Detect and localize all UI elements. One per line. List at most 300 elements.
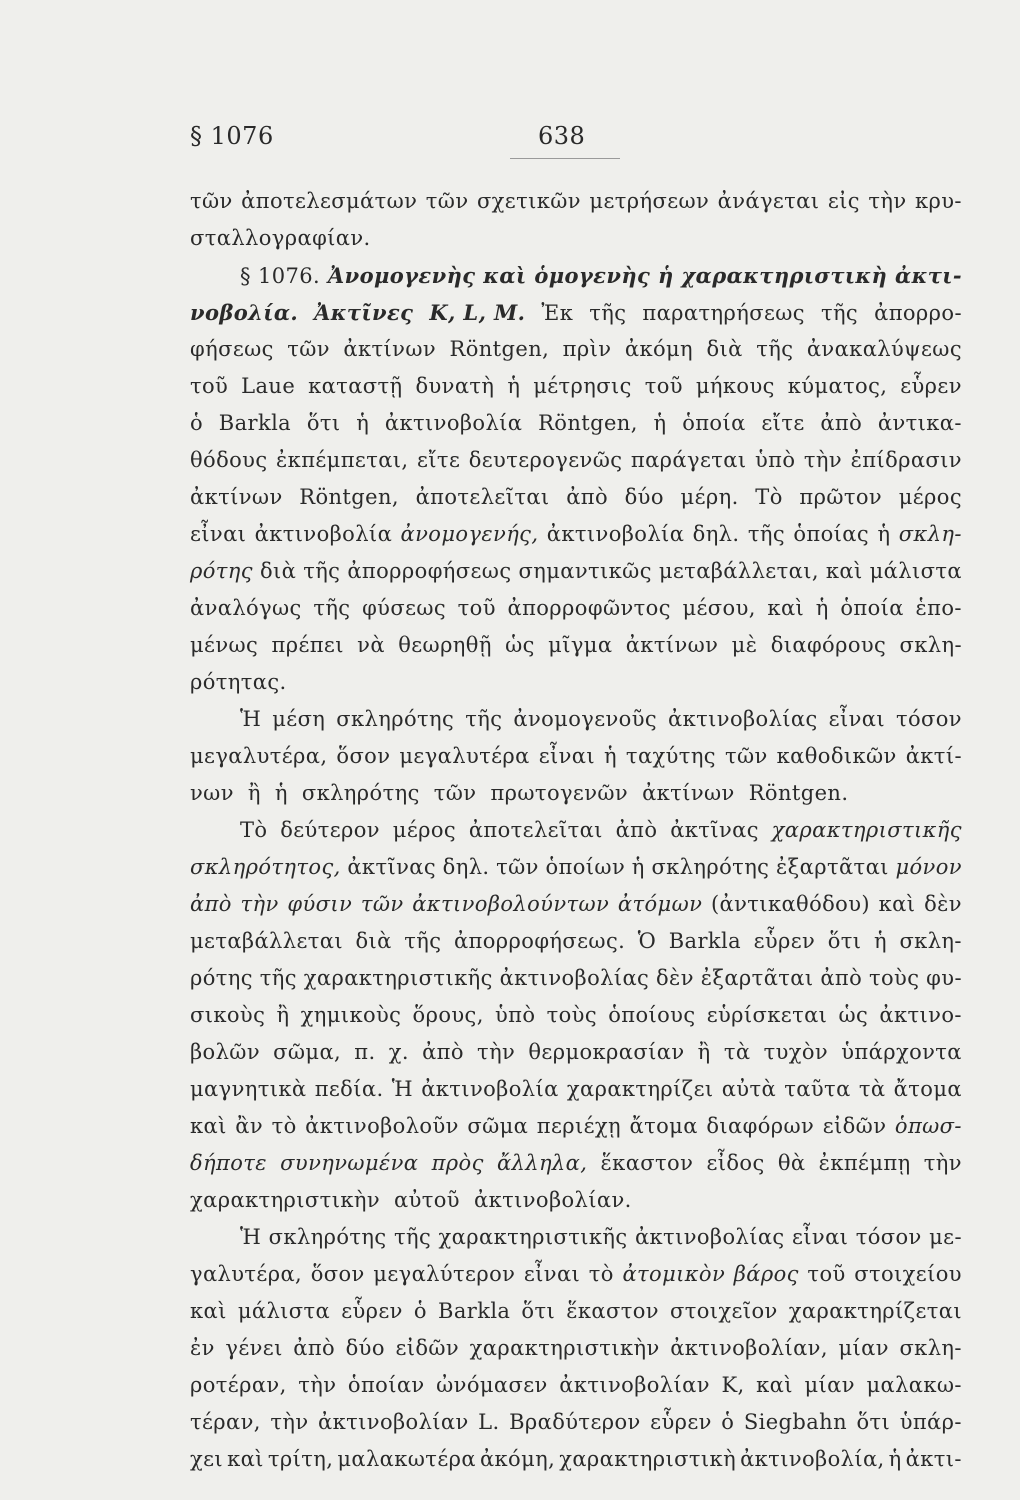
text-line — [190, 368, 962, 405]
word: ἕκαστον — [566, 1299, 659, 1323]
word: τὴν — [298, 1373, 337, 1397]
word: Barkla — [668, 929, 742, 953]
word: τῆς — [747, 522, 786, 546]
word: ἀκτινοβολίαν — [318, 1410, 469, 1434]
word: εὑρίσκεται — [706, 1003, 828, 1027]
word: ὁποίων — [545, 855, 626, 879]
word: μαλακω- — [866, 1373, 962, 1397]
word: Ἐκ — [541, 301, 574, 325]
word: ρότης — [190, 559, 253, 583]
page-header — [190, 122, 970, 162]
text-line — [190, 1293, 962, 1330]
word: εἰς — [827, 189, 860, 213]
text-line — [190, 1182, 962, 1219]
word: τρίτη, — [267, 1447, 334, 1471]
word: εὗρεν — [900, 374, 962, 398]
word: τὴν — [868, 189, 907, 213]
word: σκληρότης — [301, 781, 420, 805]
word: χαρακτηριστικὴν — [190, 1188, 380, 1212]
word: κύματος, — [787, 374, 888, 398]
word: χαρακτηριστικὴ — [681, 263, 888, 288]
word: τῆς — [259, 966, 297, 990]
word: μέρος — [392, 818, 457, 842]
word: ἡ — [507, 374, 521, 398]
word: ἀπὸ — [422, 1040, 464, 1064]
word: ἀποτελεσμάτων — [241, 189, 418, 213]
word: ἀπορρο- — [874, 301, 962, 325]
word: τὸ — [588, 1262, 614, 1286]
word: βολῶν — [190, 1040, 260, 1064]
word: σημαντικῶς — [518, 559, 652, 583]
word: μέρος — [898, 485, 962, 509]
word: ἡ — [631, 855, 645, 879]
word: σκλη- — [899, 929, 962, 953]
word: σταλλογραφίαν. — [190, 226, 371, 250]
word: ἀκτίνων — [190, 485, 283, 509]
word: ἄτομα — [893, 1077, 962, 1101]
word: καὶ — [825, 559, 863, 583]
word: ἡ — [815, 596, 829, 620]
word: χημικοὺς — [300, 1003, 402, 1027]
word: ὁμογενὴς — [534, 263, 651, 288]
word: τυχὸν — [763, 1040, 829, 1064]
word: στοιχείου — [854, 1262, 962, 1286]
word: τὰ — [858, 1077, 886, 1101]
word: εἰδῶν — [822, 1114, 887, 1138]
word: χαρακτηρίζει — [566, 1077, 714, 1101]
word: χει — [190, 1447, 224, 1471]
word: τῆς — [820, 301, 859, 325]
word: ἀπορροφῶντος — [507, 596, 671, 620]
word: μεγαλυτέρα — [399, 744, 530, 768]
word: ἐξαρτᾶται — [700, 966, 814, 990]
word: τὸ — [271, 1114, 297, 1138]
word: ὑπάρχοντα — [841, 1040, 962, 1064]
text-line — [190, 923, 962, 960]
word: ἀκτινοβολία — [421, 1077, 559, 1101]
text-line — [190, 738, 962, 775]
word: μετρήσεων — [589, 189, 710, 213]
word: τῶν — [360, 892, 404, 916]
word: ἀκτινοβολίαν — [559, 1373, 710, 1397]
word: ὅρους, — [412, 1003, 484, 1027]
text-line — [190, 886, 962, 923]
word: Röntgen, — [449, 337, 550, 361]
word: ἀντικα- — [877, 411, 962, 435]
word: πρωτογενῶν — [490, 781, 629, 805]
word: σῶμα — [467, 1114, 529, 1138]
word: μεταβάλλεται, — [658, 559, 819, 583]
word: Röntgen. — [748, 781, 849, 805]
word: σχετικῶν — [476, 189, 581, 213]
word: στοιχεῖον — [670, 1299, 778, 1323]
word: ἐκπέμπεται, — [276, 448, 409, 472]
text-line — [190, 1330, 962, 1367]
word: τῆς — [465, 707, 503, 731]
word: χαρακτηριστικὴ — [559, 1447, 737, 1471]
word: ἀκτινοβολοῦν — [305, 1114, 459, 1138]
word: ἀκτίνων — [642, 781, 735, 805]
word: τῶν — [190, 189, 233, 213]
word: χαρακτηριστικῆς — [771, 818, 962, 842]
section-reference: § 1076 — [190, 122, 274, 150]
page-number: 638 — [538, 122, 586, 150]
word: χαρακτηριστικῆς — [303, 966, 493, 990]
word: εὗρεν — [650, 1410, 712, 1434]
word: νὰ — [357, 633, 385, 657]
word: ἀπὸ — [566, 485, 609, 509]
word: ἀκτί- — [905, 744, 962, 768]
word: εἶναι — [523, 1262, 581, 1286]
word: δηλ. — [692, 522, 740, 546]
word: φύσεως — [362, 596, 447, 620]
word: ὁ — [413, 1299, 427, 1323]
word: πρέπει — [271, 633, 344, 657]
word: μένως — [190, 633, 259, 657]
text-line — [190, 997, 962, 1034]
word: διαφόρων — [706, 1114, 815, 1138]
word: ἀπορροφήσεως. — [453, 929, 626, 953]
word: μίαν — [838, 1336, 889, 1360]
word: Barkla — [218, 411, 292, 435]
text-line — [190, 1441, 962, 1478]
text-line — [190, 812, 962, 849]
text-line — [190, 183, 962, 220]
word: ἀπορροφήσεως — [347, 559, 512, 583]
word: μαγνητικὰ — [190, 1077, 307, 1101]
word: σκληρότης — [336, 707, 455, 731]
word: ἐν — [190, 1336, 215, 1360]
text-line — [190, 257, 962, 294]
word: τῶν — [287, 337, 330, 361]
word: καὶ — [227, 1447, 264, 1471]
word: ὁποίαν — [347, 1373, 425, 1397]
word: τοῦ — [644, 374, 683, 398]
word: τοὺς — [868, 966, 920, 990]
word: Ἀκτῖνες — [314, 300, 414, 325]
word: Ἡ — [391, 1077, 413, 1101]
word: καθοδικῶν — [776, 744, 897, 768]
word: ὑπάρ- — [899, 1410, 962, 1434]
word: ὅτι — [827, 929, 862, 953]
word: καὶ — [190, 1114, 227, 1138]
word: μέρη. — [680, 485, 739, 509]
word: ἡ — [274, 781, 288, 805]
text-line — [190, 775, 962, 812]
word: γαλυτέρα, — [190, 1262, 303, 1286]
word: ἀποτελεῖται — [468, 818, 603, 842]
word: τῆς — [313, 596, 351, 620]
word: βάρος — [733, 1262, 799, 1286]
word: καὶ — [767, 596, 805, 620]
text-line — [190, 960, 962, 997]
word: ἀποτελεῖται — [415, 485, 550, 509]
word: εἰδῶν — [395, 1336, 460, 1360]
word: ἄτομα — [629, 1114, 698, 1138]
word: Laue — [241, 374, 296, 398]
word: σικοὺς — [190, 1003, 266, 1027]
text-line — [190, 553, 962, 590]
text-line — [190, 1404, 962, 1441]
word: ἀκτινοβολούντων — [412, 892, 610, 916]
word: καταστῇ — [308, 374, 403, 398]
word: ἡ — [603, 744, 617, 768]
word: ἂν — [235, 1114, 264, 1138]
word: εἶδος — [706, 1151, 765, 1175]
word: διὰ — [706, 337, 743, 361]
word: ἀκτίνων — [625, 633, 719, 657]
word: μόνον — [895, 855, 962, 879]
word: ἀτόμων — [617, 892, 703, 916]
word: εἴτε — [761, 411, 805, 435]
word: θόδους — [190, 448, 268, 472]
word: τῶν — [496, 855, 539, 879]
word: ὁποία — [682, 411, 746, 435]
word: ἡ — [873, 929, 887, 953]
word: μεγαλυτέρα, — [190, 744, 328, 768]
word: σκληρότητος, — [190, 855, 341, 879]
word: ἀπὸ — [820, 411, 863, 435]
word: μῖγμα — [548, 633, 613, 657]
word: τοὺς — [546, 1003, 598, 1027]
word: σκλη- — [899, 633, 962, 657]
word: ἐπίδρασιν — [850, 448, 962, 472]
word: θὰ — [777, 1151, 806, 1175]
word: εὗρεν — [753, 929, 816, 953]
text-line — [190, 1256, 962, 1293]
body-text — [190, 183, 962, 1478]
word: ἀκτινοβολία — [384, 411, 523, 435]
word: ταῦτα — [784, 1077, 851, 1101]
word: π. — [354, 1040, 376, 1064]
word: L. — [478, 1410, 500, 1434]
text-line — [190, 627, 962, 664]
word: περιέχῃ — [536, 1114, 621, 1138]
text-line — [190, 516, 962, 553]
word: διὰ — [355, 929, 392, 953]
word: ἑπο- — [915, 596, 962, 620]
word: θεωρηθῇ — [398, 633, 492, 657]
text-line — [190, 405, 962, 442]
word: τῶν — [724, 744, 768, 768]
word: χαρακτηριστικῆς — [438, 1225, 628, 1249]
word: δὲν — [656, 966, 694, 990]
word: Barkla — [438, 1299, 511, 1323]
word: Siegbahn — [743, 1410, 848, 1434]
word: εἶναι — [190, 522, 247, 546]
word: τῆς — [589, 301, 627, 325]
word: Τὸ — [240, 818, 268, 842]
word: Βραδύτερον — [509, 1410, 641, 1434]
word: χ. — [388, 1040, 409, 1064]
text-line — [190, 1071, 962, 1108]
word: διὰ — [259, 559, 297, 583]
word: Τὸ — [755, 485, 783, 509]
word: ὅτι — [306, 411, 341, 435]
word: σῶμα, — [273, 1040, 342, 1064]
word: ὑπὸ — [495, 1003, 536, 1027]
word: ἢ — [697, 1040, 711, 1064]
text-line — [190, 220, 962, 257]
word: αὐτοῦ — [394, 1188, 460, 1212]
word: τέραν, — [190, 1410, 261, 1434]
word: φήσεως — [190, 337, 274, 361]
word: εἶναι — [538, 744, 595, 768]
word: σκληρότης — [651, 855, 770, 879]
word: ἡ — [657, 263, 674, 288]
word: τῆς — [404, 929, 442, 953]
word: ἀτομικὸν — [622, 1262, 726, 1286]
word: μάλιστα — [237, 1299, 331, 1323]
word: πρὸς — [431, 1151, 484, 1175]
word: γένει — [225, 1336, 283, 1360]
word: μεγαλύτερον — [373, 1262, 516, 1286]
text-line — [190, 701, 962, 738]
word: ἀκτινο- — [879, 1003, 962, 1027]
word: ὁποίας — [793, 522, 870, 546]
word: τὴν — [923, 1151, 962, 1175]
text-line — [190, 1034, 962, 1071]
word: δεύτερον — [280, 818, 380, 842]
word: ἀκτινοβολία — [546, 522, 685, 546]
word: ὅσον — [336, 744, 391, 768]
word: μαλακωτέρα — [337, 1447, 476, 1471]
word: ἀκτινοβολία, — [740, 1447, 885, 1471]
word: εὗρεν — [341, 1299, 403, 1323]
word: ἀκτινοβολία — [254, 522, 393, 546]
word: ταχύτης — [625, 744, 716, 768]
word: μὲ — [731, 633, 758, 657]
word: ἡ — [888, 1447, 902, 1471]
word: διαφόρους — [770, 633, 887, 657]
word: ἐκπέμπῃ — [818, 1151, 911, 1175]
word: φυ- — [926, 966, 962, 990]
word: ἀνάγεται — [717, 189, 820, 213]
word: Röntgen, — [299, 485, 399, 509]
word: τὴν — [477, 1040, 516, 1064]
word: εἴτε — [417, 448, 461, 472]
word: ἀνομογενοῦς — [513, 707, 658, 731]
word: ἡ — [356, 411, 370, 435]
text-line — [190, 442, 962, 479]
word: ἀκτι- — [895, 263, 962, 288]
word: ὡς — [505, 633, 535, 657]
word: ἀκτῖνας — [670, 818, 759, 842]
word: ἀκτῖνας — [347, 855, 437, 879]
word: τὰ — [723, 1040, 751, 1064]
word: τόσον — [855, 1225, 922, 1249]
word: ὡς — [838, 1003, 869, 1027]
word: εἶναι — [828, 707, 885, 731]
word: παράγεται — [630, 448, 747, 472]
word: ἀνακαλύψεως — [806, 337, 962, 361]
word: τὴν — [803, 448, 843, 472]
word: ὁ — [721, 1410, 735, 1434]
text-line — [190, 294, 962, 331]
text-line — [190, 331, 962, 368]
word: σκλη- — [899, 1336, 962, 1360]
word: τόσον — [895, 707, 962, 731]
word: K, L, M. — [429, 300, 526, 325]
word: ὁπωσ- — [894, 1114, 962, 1138]
word: Ἀνομογενὴς — [327, 263, 476, 288]
word: ἀκτινοβολίας — [668, 707, 818, 731]
text-line — [190, 590, 962, 627]
word: παρατηρήσεως — [642, 301, 805, 325]
word: δύο — [624, 485, 664, 509]
word: ἀκτι- — [905, 1447, 962, 1471]
word: ἢ — [247, 781, 261, 805]
word: πρὶν — [562, 337, 612, 361]
word: τῶν — [425, 189, 469, 213]
word: καὶ — [878, 892, 916, 916]
word: τῆς — [303, 559, 341, 583]
word: θερμοκρασίαν — [528, 1040, 685, 1064]
word: ἀναλόγως — [190, 596, 302, 620]
word: ρότης — [190, 966, 253, 990]
word: § 1076. — [240, 264, 321, 288]
word: ἡ — [653, 411, 667, 435]
word: δήποτε — [190, 1151, 267, 1175]
text-line — [190, 1108, 962, 1145]
word: ἄλληλα, — [496, 1151, 588, 1175]
word: μίαν — [804, 1373, 855, 1397]
word: ἐξαρτᾶται — [776, 855, 889, 879]
word: τῆς — [393, 1225, 432, 1249]
word: δὲν — [924, 892, 962, 916]
word: καὶ — [483, 263, 527, 288]
text-line — [190, 1145, 962, 1182]
word: εἶναι — [792, 1225, 849, 1249]
word: ἀπὸ — [615, 818, 658, 842]
word: πεδία. — [314, 1077, 384, 1101]
word: ἀκτινοβολίαν. — [473, 1188, 632, 1212]
word: Ὁ — [637, 929, 657, 953]
word: Ἡ — [240, 707, 262, 731]
word: Ἡ — [240, 1225, 262, 1249]
word: καὶ — [190, 1299, 227, 1323]
word: ρότητας. — [190, 670, 287, 694]
word: ἡ — [877, 522, 891, 546]
word: μέσου, — [682, 596, 756, 620]
word: σκλη- — [898, 522, 962, 546]
word: τὴν — [240, 892, 279, 916]
word: ἀκτινοβολίαν, — [670, 1336, 828, 1360]
word: αὐτὰ — [721, 1077, 777, 1101]
word: συνηνωμένα — [280, 1151, 419, 1175]
word: K, — [721, 1373, 745, 1397]
word: ὅτι — [856, 1410, 891, 1434]
word: τοῦ — [457, 596, 496, 620]
word: μέση — [272, 707, 326, 731]
word: ὁποία — [840, 596, 904, 620]
word: κρυ- — [914, 189, 962, 213]
word: φύσιν — [287, 892, 353, 916]
word: δηλ. — [442, 855, 490, 879]
word: ἀκτίνων — [343, 337, 437, 361]
word: τὴν — [270, 1410, 309, 1434]
header-rule — [510, 158, 620, 159]
word: τῶν — [433, 781, 477, 805]
word: ἀπὸ — [190, 892, 232, 916]
word: ἀκτινοβολίας — [499, 966, 650, 990]
word: ἀπὸ — [820, 966, 863, 990]
text-line — [190, 1219, 962, 1256]
word: νων — [190, 781, 234, 805]
word: ὅσον — [310, 1262, 365, 1286]
word: μάλιστα — [869, 559, 962, 583]
word: ἀκόμη, — [479, 1447, 556, 1471]
